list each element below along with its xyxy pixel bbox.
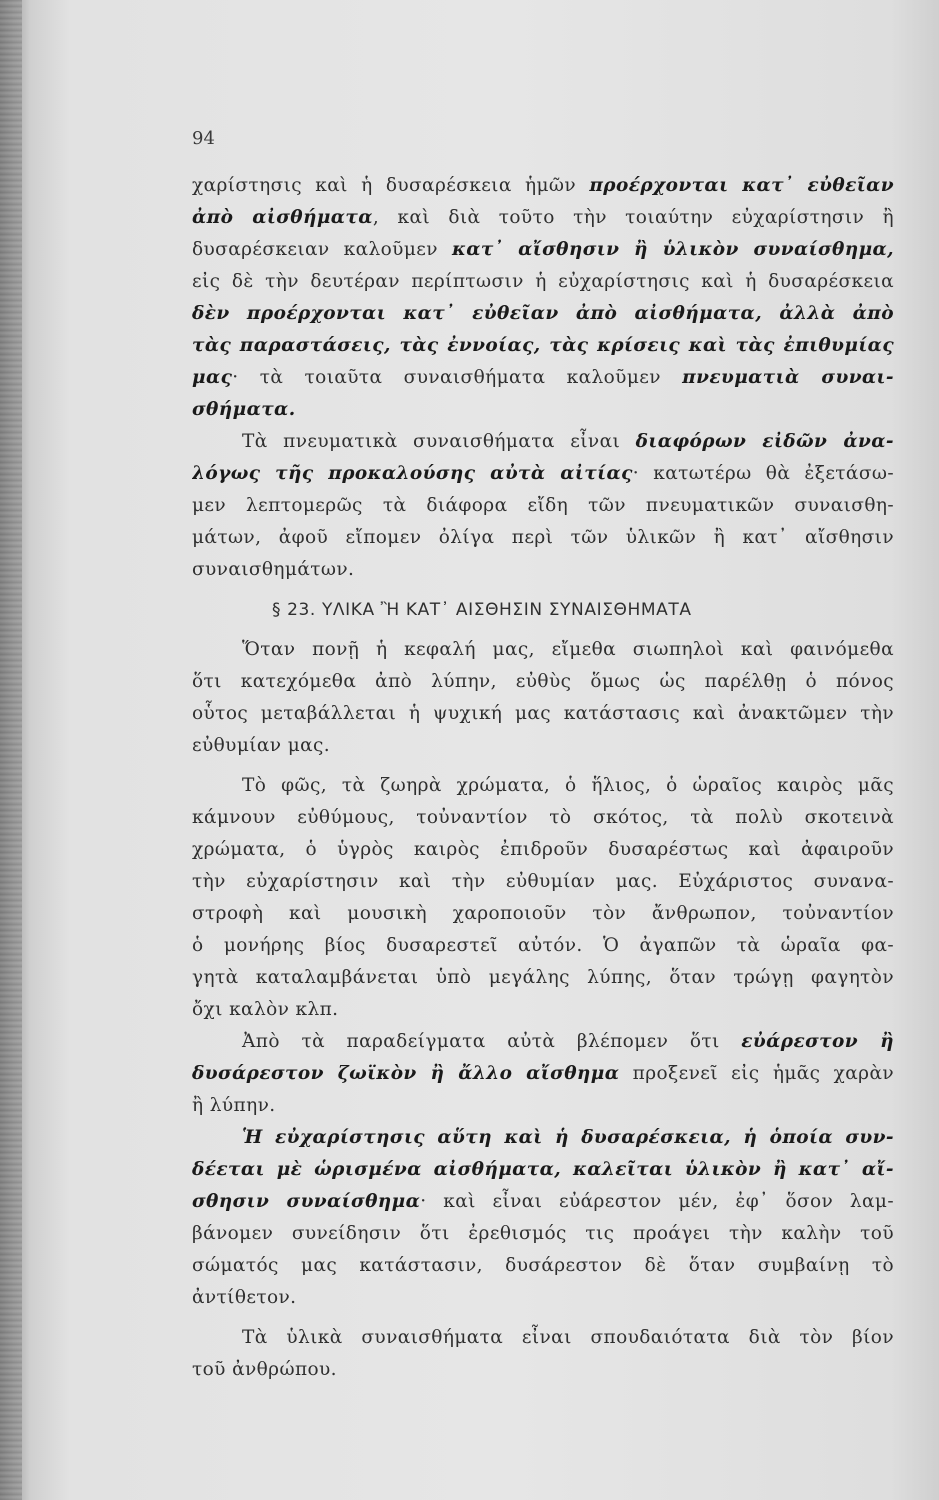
text-line: γητὰ καταλαμβάνεται ὑπὸ μεγάλης λύπης, ὅταν τρώγῃ φαγητὸν [192, 967, 894, 988]
text-line: στροφὴ καὶ μουσικὴ χαροποιοῦν τὸν ἄνθρωπον, τοὐναντίον [192, 903, 894, 924]
text-line: ὁ μονήρης βίος δυσαρεστεῖ αὐτόν. Ὁ ἀγαπῶν τὰ ὡραῖα φα- [192, 935, 894, 956]
text-line: δυσάρεστον ζωϊκὸν ἢ ἄλλο αἴσθημα προξενεῖ εἰς ἡμᾶς χαρὰν [192, 1063, 894, 1084]
text-line: σθησιν συναίσθημα· καὶ εἶναι εὐάρεστον μέν, ἐφ᾿ ὅσον λαμ- [192, 1191, 894, 1212]
text-line: Ὅταν πονῇ ἡ κεφαλή μας, εἴμεθα σιωπηλοὶ καὶ φαινόμεθα [242, 639, 894, 660]
text-line: ἀπὸ αἰσθήματα, καὶ διὰ τοῦτο τὴν τοιαύτην εὐχαρίστησιν ἢ [192, 207, 894, 228]
text-line: δυσαρέσκειαν καλοῦμεν κατ᾿ αἴσθησιν ἢ ὑλικὸν συναίσθημα, [192, 239, 894, 260]
text-line: χρώματα, ὁ ὑγρὸς καιρὸς ἐπιδροῦν δυσαρέστως καὶ ἀφαιροῦν [192, 839, 894, 860]
body-text [192, 170, 894, 1386]
section-heading: § 23. ΥΛΙΚΑ Ἢ ΚΑΤ᾿ ΑΙΣΘΗΣΙΝ ΣΥΝΑΙΣΘΗΜΑΤΑ [272, 600, 692, 620]
text-line: ἀντίθετον. [192, 1287, 297, 1308]
text-line: μάτων, ἀφοῦ εἴπομεν ὀλίγα περὶ τῶν ὑλικῶν ἢ κατ᾿ αἴσθησιν [192, 527, 894, 548]
text-line: εἰς δὲ τὴν δευτέραν περίπτωσιν ἡ εὐχαρίστησις καὶ ἡ δυσαρέσκεια [192, 271, 894, 292]
text-line: εὐθυμίαν μας. [192, 735, 331, 756]
text-line: τὰς παραστάσεις, τὰς ἐννοίας, τὰς κρίσεις καὶ τὰς ἐπιθυμίας [192, 335, 894, 356]
text-line: Τὸ φῶς, τὰ ζωηρὰ χρώματα, ὁ ἥλιος, ὁ ὡραῖος καιρὸς μᾶς [242, 775, 894, 796]
text-line: κάμνουν εὐθύμους, τοὐναντίον τὸ σκότος, τὰ πολὺ σκοτεινὰ [192, 807, 894, 828]
text-line: βάνομεν συνείδησιν ὅτι ἐρεθισμός τις προάγει τὴν καλὴν τοῦ [192, 1223, 894, 1244]
text-line: δέεται μὲ ὡρισμένα αἰσθήματα, καλεῖται ὑλικὸν ἢ κατ᾿ αἴ- [192, 1159, 894, 1180]
text-line: σώματός μας κατάστασιν, δυσάρεστον δὲ ὅταν συμβαίνῃ τὸ [192, 1255, 894, 1276]
text-line: τοῦ ἀνθρώπου. [192, 1359, 337, 1380]
text-line: ὄχι καλὸν κλπ. [192, 999, 339, 1020]
text-line: μεν λεπτομερῶς τὰ διάφορα εἴδη τῶν πνευματικῶν συναισθη- [192, 495, 894, 516]
page-edge-shadow [0, 0, 22, 1500]
text-line: τὴν εὐχαρίστησιν καὶ τὴν εὐθυμίαν μας. Εὐχάριστος συνανα- [192, 871, 894, 892]
text-line: Τὰ πνευματικὰ συναισθήματα εἶναι διαφόρων εἰδῶν ἀνα- [242, 431, 894, 452]
text-line: χαρίστησις καὶ ἡ δυσαρέσκεια ἡμῶν προέρχονται κατ᾿ εὐθεῖαν [192, 175, 894, 196]
page-number: 94 [192, 128, 215, 149]
text-line: Τὰ ὑλικὰ συναισθήματα εἶναι σπουδαιότατα διὰ τὸν βίον [242, 1327, 894, 1348]
text-line: Ἡ εὐχαρίστησις αὕτη καὶ ἡ δυσαρέσκεια, ἡ ὁποία συν- [242, 1127, 894, 1148]
text-line: μας· τὰ τοιαῦτα συναισθήματα καλοῦμεν πνευματιὰ συναι- [192, 367, 894, 388]
text-line: σθήματα. [192, 399, 296, 420]
text-line: οὗτος μεταβάλλεται ἡ ψυχική μας κατάστασις καὶ ἀνακτῶμεν τὴν [192, 703, 894, 724]
text-line: δὲν προέρχονται κατ᾿ εὐθεῖαν ἀπὸ αἰσθήματα, ἀλλὰ ἀπὸ [192, 303, 894, 324]
text-line: Ἀπὸ τὰ παραδείγματα αὐτὰ βλέπομεν ὅτι εὐάρεστον ἢ [242, 1031, 894, 1052]
text-line: λόγως τῆς προκαλούσης αὐτὰ αἰτίας· κατωτέρω θὰ ἐξετάσω- [192, 463, 894, 484]
text-line: ἢ λύπην. [192, 1095, 276, 1116]
text-line: ὅτι κατεχόμεθα ἀπὸ λύπην, εὐθὺς ὅμως ὡς παρέλθῃ ὁ πόνος [192, 671, 894, 692]
text-line: συναισθημάτων. [192, 559, 355, 580]
